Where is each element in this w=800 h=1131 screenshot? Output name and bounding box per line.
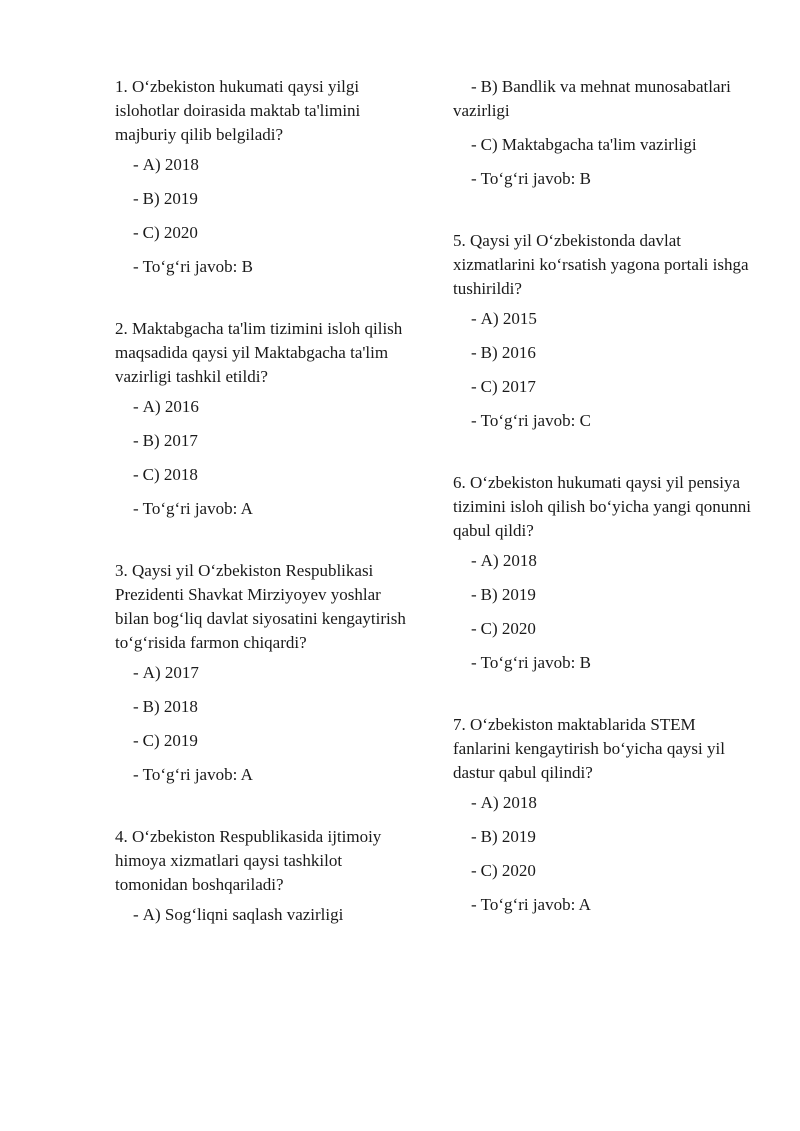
option-b: - B) 2016	[471, 343, 536, 362]
correct-answer: - To‘g‘ri javob: A	[471, 895, 591, 914]
option-b: - B) 2018	[133, 697, 198, 716]
question-2	[115, 317, 415, 521]
option-b: - B) 2019	[133, 189, 198, 208]
question-6	[453, 471, 753, 675]
option-b: - B) 2019	[471, 585, 536, 604]
question-4	[115, 825, 415, 927]
question-1	[115, 75, 415, 279]
correct-answer: - To‘g‘ri javob: A	[133, 765, 253, 784]
question-text: 2. Maktabgacha ta'lim tizimini isloh qilish maqsadida qaysi yil Maktabgacha ta'lim vazirligi tashkil etildi?	[115, 319, 403, 386]
option-b: - B) 2017	[133, 431, 198, 450]
option-a: - A) 2015	[471, 309, 537, 328]
question-text: 4. O‘zbekiston Respublikasida ijtimoiy himoya xizmatlari qaysi tashkilot tomonidan boshqariladi?	[115, 827, 382, 894]
option-c: - C) 2019	[133, 731, 198, 750]
correct-answer: - To‘g‘ri javob: B	[133, 257, 253, 276]
question-text: 3. Qaysi yil O‘zbekiston Respublikasi Prezidenti Shavkat Mirziyoyev yoshlar bilan bog‘liq davlat siyosatini kengaytirish to‘g‘risida farmon chiqardi?	[115, 561, 406, 652]
question-text: 5. Qaysi yil O‘zbekistonda davlat xizmatlarini ko‘rsatish yagona portali ishga tushirildi?	[453, 231, 749, 298]
question-4-continued	[453, 75, 753, 191]
question-text: 7. O‘zbekiston maktablarida STEM fanlarini kengaytirish bo‘yicha qaysi yil dastur qabul qilindi?	[453, 715, 725, 782]
option-c: - C) 2020	[471, 619, 536, 638]
option-a: - A) 2016	[133, 397, 199, 416]
option-c: - C) 2020	[471, 861, 536, 880]
option-c: - C) 2018	[133, 465, 198, 484]
question-7	[453, 713, 753, 917]
question-text: 6. O‘zbekiston hukumati qaysi yil pensiya tizimini isloh qilish bo‘yicha yangi qonunni qabul qildi?	[453, 473, 751, 540]
option-b: - B) 2019	[471, 827, 536, 846]
option-a: - A) 2017	[133, 663, 199, 682]
option-b: - B) Bandlik va mehnat munosabatlari vazirligi	[453, 77, 731, 120]
correct-answer: - To‘g‘ri javob: A	[133, 499, 253, 518]
question-5	[453, 229, 753, 433]
option-a: - A) Sog‘liqni saqlash vazirligi	[133, 905, 344, 924]
correct-answer: - To‘g‘ri javob: B	[471, 653, 591, 672]
option-a: - A) 2018	[471, 793, 537, 812]
option-c: - C) 2017	[471, 377, 536, 396]
correct-answer: - To‘g‘ri javob: B	[471, 169, 591, 188]
option-c: - C) Maktabgacha ta'lim vazirligi	[471, 135, 697, 154]
option-c: - C) 2020	[133, 223, 198, 242]
question-3	[115, 559, 415, 787]
left-column	[115, 75, 415, 937]
option-a: - A) 2018	[133, 155, 199, 174]
correct-answer: - To‘g‘ri javob: C	[471, 411, 591, 430]
right-column	[453, 75, 753, 927]
option-a: - A) 2018	[471, 551, 537, 570]
question-text: 1. O‘zbekiston hukumati qaysi yilgi islohotlar doirasida maktab ta'limini majburiy qilib belgiladi?	[115, 77, 361, 144]
